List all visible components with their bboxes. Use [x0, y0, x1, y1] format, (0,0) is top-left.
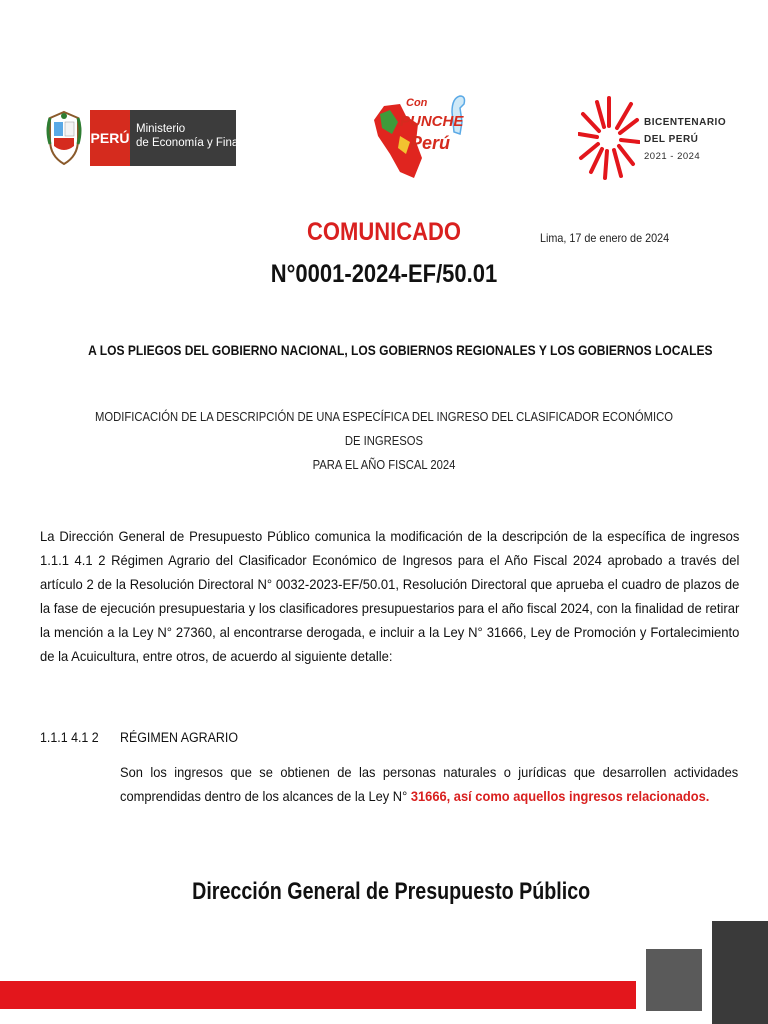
punche-line1: Con — [406, 97, 428, 109]
bicentenario-line1: BICENTENARIO — [644, 117, 727, 128]
bicentenario-logo — [578, 92, 738, 188]
punche-line2: PUNCHE — [400, 113, 464, 130]
subject-line2: PARA EL AÑO FISCAL 2024 — [312, 458, 456, 472]
detail-description — [120, 760, 738, 808]
detail-description-text: Son los ingresos que se obtienen de las personas naturales o jurídicas que desarrollen actividades comprendidas dentro de los alcances de la Ley N° — [120, 764, 739, 804]
mef-ministry-label — [130, 110, 263, 166]
detail-title: RÉGIMEN AGRARIO — [120, 730, 239, 745]
bicentenario-sunburst-icon — [578, 94, 640, 182]
peru-coat-of-arms-icon — [44, 110, 84, 166]
signature: Dirección General de Presupuesto Público — [192, 878, 591, 905]
punche-line3: Perú — [410, 133, 451, 153]
subject-line1: MODIFICACIÓN DE LA DESCRIPCIÓN DE UNA ESPECÍFICA DEL INGRESO DEL CLASIFICADOR ECONÓMICO DE INGRESOS — [94, 410, 674, 448]
document-date: Lima, 17 de enero de 2024 — [540, 231, 670, 245]
footer-gray-block-small — [646, 949, 702, 1011]
bicentenario-line2: DEL PERÚ — [644, 134, 699, 145]
mef-ministry-line1: Ministerio — [136, 123, 186, 135]
bicentenario-line3: 2021 - 2024 — [644, 151, 701, 162]
detail-code: 1.1.1 4.1 2 — [40, 730, 99, 745]
mef-logo — [44, 106, 263, 172]
footer-gray-block-large — [712, 921, 768, 1024]
addressee-heading: A LOS PLIEGOS DEL GOBIERNO NACIONAL, LOS GOBIERNOS REGIONALES Y LOS GOBIERNOS LOCALES — [88, 342, 713, 358]
subject-heading — [92, 405, 675, 477]
document-title: COMUNICADO — [307, 218, 461, 246]
detail-highlight: 31666, así como aquellos ingresos relacionados. — [410, 788, 710, 804]
mef-ministry-line2: de Economía y Finanzas — [136, 137, 263, 149]
document-number: N°0001-2024-EF/50.01 — [270, 260, 498, 288]
mef-peru-label: PERÚ — [90, 110, 130, 166]
con-punche-peru-logo — [370, 88, 470, 188]
body-paragraph: La Dirección General de Presupuesto Público comunica la modificación de la descripción de la específica de ingresos 1.1.1 4.1 2 Régimen Agrario del Clasificador Económico de Ingresos para el Año Fiscal 2024 aprobado a través del artículo 2 de la Resolución Directoral N° 0032-2023-EF/50.01, Resolución Directoral que aprueba el cuadro de plazos de la fase de ejecución presupuestaria y los clasificadores presupuestarios para el año fiscal 2024, con la finalidad de retirar la mención a la Ley N° 27360, al encontrarse derogada, e incluir a la Ley N° 31666, Ley de Promoción y Fortalecimiento de la Acuicultura, entre otros, de acuerdo al siguiente detalle: — [40, 528, 740, 664]
footer-red-bar — [0, 981, 636, 1009]
